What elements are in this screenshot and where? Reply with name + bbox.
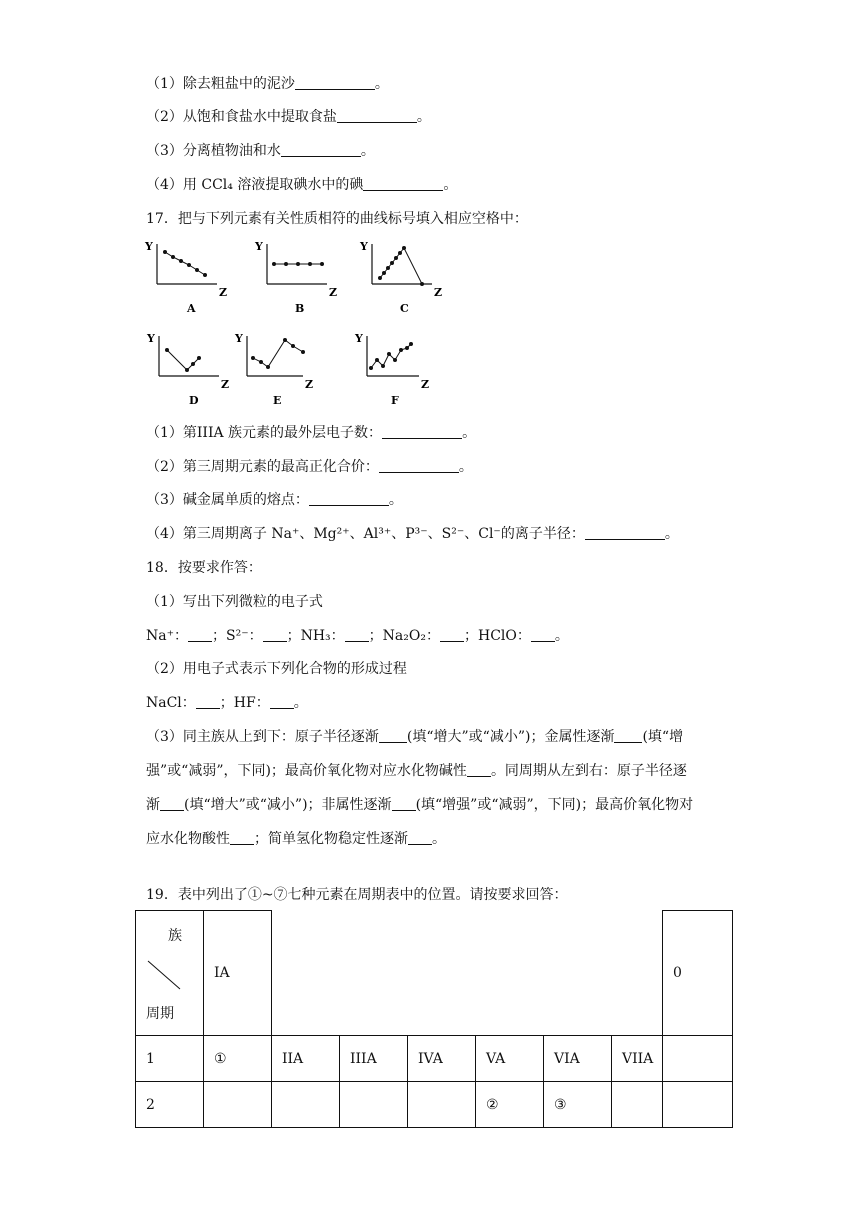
header-ia: IA: [204, 911, 272, 1036]
answer-blank[interactable]: [295, 75, 375, 90]
q17-stem: 17．把与下列元素有关性质相符的曲线标号填入相应空格中：: [146, 211, 528, 227]
answer-blank[interactable]: [382, 424, 462, 439]
svg-text:Z: Z: [421, 378, 430, 391]
graph-e: [235, 330, 325, 412]
table-cell: 1: [136, 1036, 204, 1082]
q16-item-1: （1）除去粗盐中的泥沙 。: [146, 76, 389, 92]
table-cell: IIIA: [340, 1036, 408, 1082]
table-cell: [612, 1082, 663, 1128]
answer-blank[interactable]: [440, 627, 464, 642]
answer-blank[interactable]: [196, 694, 220, 709]
table-cell: VA: [476, 1036, 544, 1082]
table-cell: ②: [476, 1082, 544, 1128]
answer-blank[interactable]: [392, 796, 416, 811]
header-zero: 0: [663, 911, 733, 1036]
axis-y-label: Y: [145, 240, 153, 253]
graph-f-label: F: [391, 394, 399, 407]
table-cell: VIIA: [612, 1036, 663, 1082]
table-cell: 2: [136, 1082, 204, 1128]
graph-c: [360, 238, 450, 320]
svg-text:Z: Z: [221, 378, 230, 391]
answer-blank[interactable]: [467, 762, 491, 777]
table-cell: [408, 1082, 476, 1128]
graph-a-label: A: [187, 302, 196, 315]
answer-blank[interactable]: [363, 176, 443, 191]
graph-b-label: B: [295, 302, 305, 315]
table-cell: VIA: [544, 1036, 612, 1082]
table-cell: ③: [544, 1082, 612, 1128]
answer-blank[interactable]: [160, 796, 184, 811]
q16-item-3: （3）分离植物油和水 。: [146, 143, 375, 159]
q17-item-4: （4）第三周期离子 Na⁺、Mg²⁺、Al³⁺、P³⁻、S²⁻、Cl⁻的离子半径： 。: [146, 526, 679, 542]
table-corner-cell: [136, 911, 204, 1036]
graph-d-label: D: [189, 394, 199, 407]
svg-text:Y: Y: [355, 332, 363, 345]
q18-part3-line1: （3）同主族从上到下：原子半径逐渐 (填“增大”或“减小”)；金属性逐渐 (填“增: [146, 729, 684, 745]
periodic-table: [135, 910, 733, 1128]
svg-text:Y: Y: [235, 332, 243, 345]
graph-f: [355, 330, 445, 412]
svg-text:Y: Y: [255, 240, 263, 253]
corner-period-label: 周期: [146, 1006, 174, 1022]
svg-text:Z: Z: [305, 378, 314, 391]
corner-group-label: 族: [168, 928, 182, 944]
answer-blank[interactable]: [270, 694, 294, 709]
q17-item-1: （1）第IIIA 族元素的最外层电子数： 。: [146, 425, 477, 441]
q16-item-4: （4）用 CCl₄ 溶液提取碘水中的碘 。: [146, 177, 458, 193]
graph-c-label: C: [400, 302, 409, 315]
table-cell: ①: [204, 1036, 272, 1082]
svg-text:Z: Z: [329, 286, 338, 299]
graph-e-label: E: [273, 394, 282, 407]
svg-text:Z: Z: [434, 286, 443, 299]
q18-part3-line2: 强”或“减弱”，下同)；最高价氧化物对应水化物碱性 。同周期从左到右：原子半径逐: [146, 763, 687, 779]
answer-blank[interactable]: [230, 830, 254, 845]
answer-blank[interactable]: [585, 525, 665, 540]
answer-blank[interactable]: [408, 830, 432, 845]
svg-text:Y: Y: [147, 332, 155, 345]
q18-part1: （1）写出下列微粒的电子式: [146, 594, 323, 610]
q18-part3-line4: 应水化物酸性 ；简单氢化物稳定性逐渐 。: [146, 831, 446, 847]
axis-z-label: Z: [219, 286, 228, 299]
table-cell: [663, 1036, 733, 1082]
answer-blank[interactable]: [188, 627, 212, 642]
q18-stem: 18．按要求作答：: [146, 560, 262, 576]
answer-blank[interactable]: [309, 491, 389, 506]
table-cell: [272, 1082, 340, 1128]
q16-item-2: （2）从饱和食盐水中提取食盐 。: [146, 109, 431, 125]
answer-blank[interactable]: [345, 627, 369, 642]
answer-blank[interactable]: [614, 728, 642, 743]
q18-part2-answers: NaCl： ；HF： 。: [146, 695, 308, 711]
answer-blank[interactable]: [337, 108, 417, 123]
answer-blank[interactable]: [263, 627, 287, 642]
graph-a: [145, 238, 235, 320]
table-cell: [204, 1082, 272, 1128]
table-cell: IIA: [272, 1036, 340, 1082]
answer-blank[interactable]: [281, 142, 361, 157]
table-cell: IVA: [408, 1036, 476, 1082]
q18-part1-answers: Na⁺： ；S²⁻： ；NH₃： ；Na₂O₂： ；HClO： 。: [146, 628, 569, 644]
q19-stem: 19．表中列出了①~⑦七种元素在周期表中的位置。请按要求回答：: [146, 887, 568, 903]
svg-text:Y: Y: [360, 240, 368, 253]
q17-item-3: （3）碱金属单质的熔点： 。: [146, 492, 403, 508]
answer-blank[interactable]: [379, 458, 459, 473]
graph-d: [147, 330, 237, 412]
graph-b: [255, 238, 345, 320]
table-cell: [340, 1082, 408, 1128]
header-span-empty: [272, 911, 663, 1036]
answer-blank[interactable]: [531, 627, 555, 642]
table-cell: [663, 1082, 733, 1128]
q17-item-2: （2）第三周期元素的最高正化合价： 。: [146, 459, 473, 475]
q18-part2: （2）用电子式表示下列化合物的形成过程: [146, 661, 407, 677]
answer-blank[interactable]: [379, 728, 407, 743]
q18-part3-line3: 渐 (填“增大”或“减小”)；非属性逐渐 (填“增强”或“减弱”，下同)；最高价氧化物对: [146, 797, 694, 813]
